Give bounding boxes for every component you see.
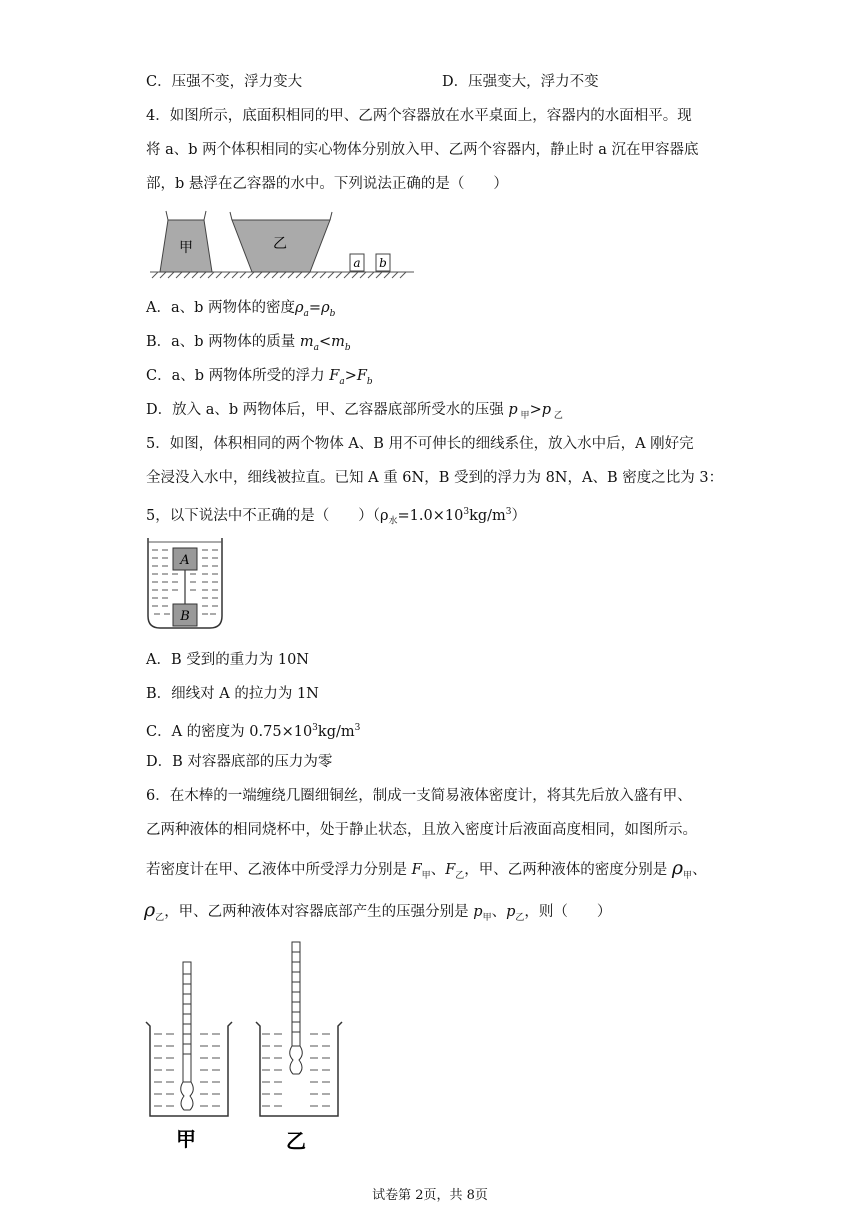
- q6-stem-line-1: 6．在木棒的一端缠绕几圈细铜丝，制成一支简易液体密度计，将其先后放入盛有甲、: [146, 788, 692, 804]
- q5-option-a: A．B 受到的重力为 10N: [146, 652, 309, 668]
- beaker-jia-label: 甲: [176, 1129, 196, 1151]
- container-yi-label: 乙: [273, 236, 287, 252]
- container-jia-label: 甲: [179, 240, 193, 256]
- q4-option-d: D．放入 a、b 两物体后，甲、乙容器底部所受水的压强 p $_甲$>p $_乙$: [146, 402, 563, 421]
- q3-option-d: D．压强变大，浮力不变: [442, 74, 599, 90]
- q4-option-a: A．a、b 两物体的密度$\rho_a=\rho_b$: [146, 300, 336, 319]
- densimeter-jia-rod: [183, 962, 191, 1082]
- beaker-yi-label: 乙: [286, 1131, 306, 1153]
- densimeter-yi-coil: [290, 1046, 303, 1074]
- table-hatching: [150, 272, 414, 278]
- block-A-label: A: [180, 553, 190, 568]
- densimeter-jia-coil: [181, 1082, 194, 1110]
- q4-stem-line-1: 4．如图所示，底面积相同的甲、乙两个容器放在水平桌面上，容器内的水面相平。现: [146, 108, 692, 124]
- page-footer: 试卷第 2页，共 8页: [372, 1188, 488, 1203]
- q6-stem-line-2: 乙两种液体的相同烧杯中，处于静止状态，且放入密度计后液面高度相同，如图所示。: [146, 822, 697, 838]
- block-b-label: b: [379, 256, 387, 270]
- q4-option-c: C．a、b 两物体所受的浮力 $F_a>F_b$: [146, 368, 373, 387]
- q5-beaker-figure: [146, 538, 224, 630]
- q6-beaker-yi-figure: [254, 936, 350, 1154]
- densimeter-yi-rod: [292, 942, 300, 1046]
- block-a-label: a: [353, 256, 361, 270]
- q6-stem-line-3: 若密度计在甲、乙液体中所受浮力分别是 $F_甲$、$F_乙$，甲、乙两种液体的密度分别是 $\rho_甲$、: [146, 857, 707, 881]
- q5-option-b: B．细线对 A 的拉力为 1N: [146, 686, 319, 702]
- q4-option-b: B．a、b 两物体的质量 $m_a<m_b$: [146, 334, 351, 353]
- q4-stem-line-3: 部，b 悬浮在乙容器的水中。下列说法正确的是（ ）: [146, 176, 508, 192]
- q5-stem-line-2: 全浸没入水中，细线被拉直。已知 A 重 6N，B 受到的浮力为 8N，A、B 密度之比为 3：: [146, 470, 724, 486]
- q4-containers-figure: [146, 208, 416, 284]
- q5-option-d: D．B 对容器底部的压力为零: [146, 754, 333, 770]
- q5-stem-line-1: 5．如图，体积相同的两个物体 A、B 用不可伸长的细线系住，放入水中后，A 刚好完: [146, 436, 694, 452]
- q5-option-c: C．A 的密度为 $0.75\times 10^3kg/m^3$: [146, 723, 361, 740]
- block-B-label: B: [180, 609, 190, 624]
- q6-beaker-jia-figure: [144, 954, 240, 1154]
- q4-stem-line-2: 将 a、b 两个体积相同的实心物体分别放入甲、乙两个容器内，静止时 a 沉在甲容器底: [146, 142, 699, 158]
- q3-option-c: C．压强不变，浮力变大: [146, 74, 303, 90]
- q5-stem-line-3: 5，以下说法中不正确的是（ ）$(\rho_水=1.0\times 10^3kg/m^3)$: [146, 507, 526, 527]
- q6-stem-line-4: $\rho_乙$，甲、乙两种液体对容器底部产生的压强分别是 $p_甲$、$p_乙$，则（ ）: [144, 899, 612, 923]
